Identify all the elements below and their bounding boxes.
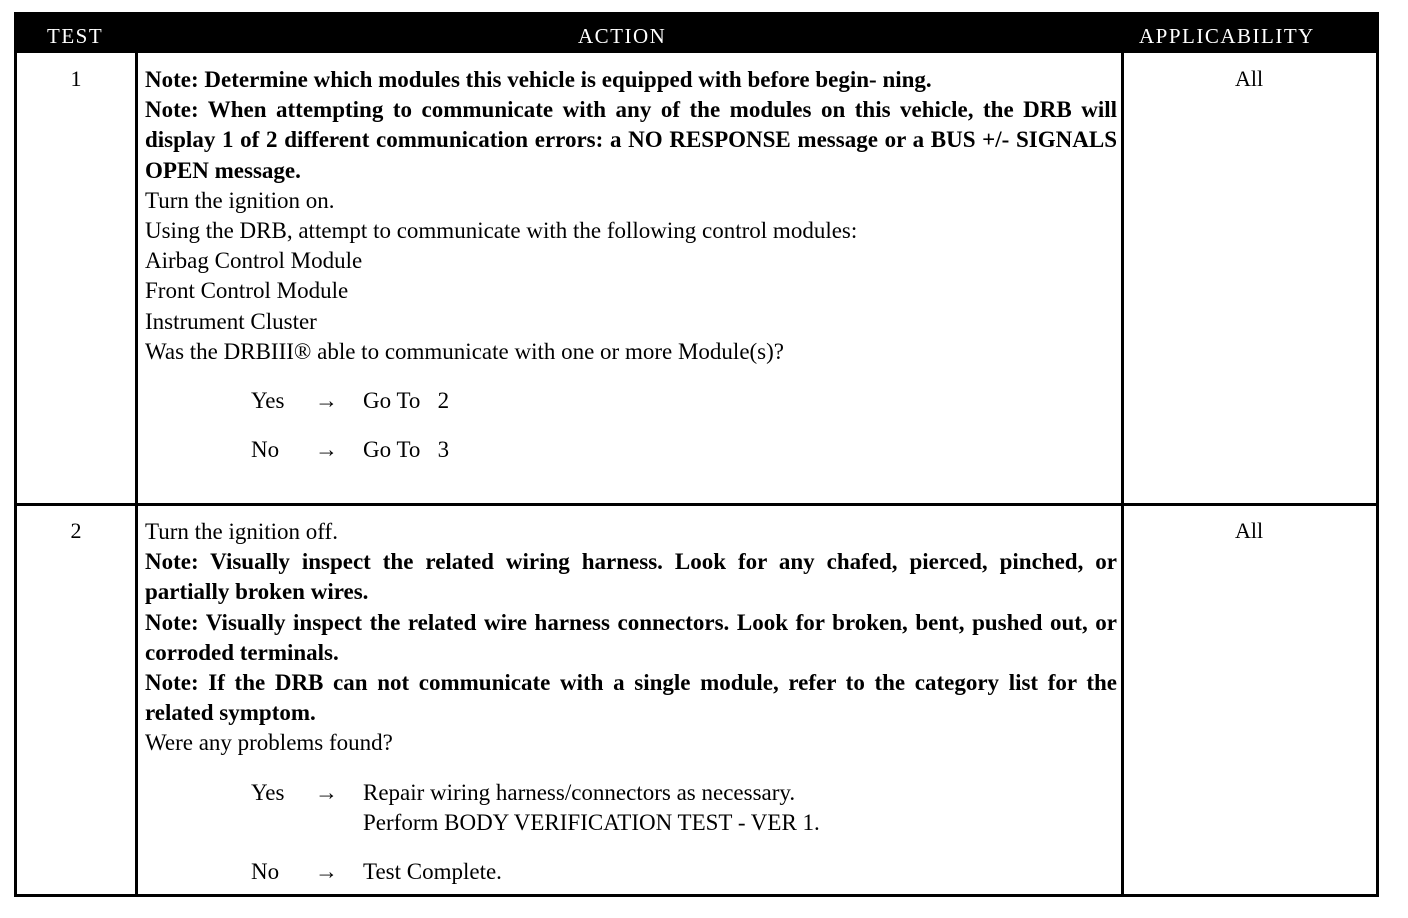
result-text: Test Complete. xyxy=(363,858,502,884)
note-text: Note: If the DRB can not communicate with a single module, refer to the category list for the related symptom. xyxy=(145,670,1117,726)
note-text: Note: Visually inspect the related wiring harness. Look for any chafed, pierced, pinched, or partially broken wires. xyxy=(145,549,1117,605)
note-text: Note: Visually inspect the related wire harness connectors. Look for broken, bent, pushed out, or corroded terminals. xyxy=(145,609,1117,665)
test-number: 1 xyxy=(70,66,82,91)
instruction-text: Turn the ignition on. xyxy=(145,187,335,213)
result-text: Go To 2 xyxy=(363,388,450,414)
arrow-icon: → xyxy=(315,858,338,884)
module-item: Airbag Control Module xyxy=(145,248,363,274)
response-no xyxy=(145,857,1117,887)
action-cell xyxy=(145,517,1117,887)
question-text: Were any problems found? xyxy=(145,730,393,756)
column-divider xyxy=(1121,53,1124,897)
arrow-icon: → xyxy=(315,437,338,463)
applicability-value: All xyxy=(1234,66,1264,91)
header-test: TEST xyxy=(47,24,104,48)
response-yes xyxy=(145,778,1117,838)
answer-label: Yes xyxy=(251,388,285,414)
instruction-text: Using the DRB, attempt to communicate with the following control modules: xyxy=(145,218,858,244)
header-applicability: APPLICABILITY xyxy=(1139,24,1315,48)
response-no xyxy=(145,435,1117,465)
result-text-line2: Perform BODY VERIFICATION TEST - VER 1. xyxy=(363,809,820,835)
note-text: Note: When attempting to communicate with any of the modules on this vehicle, the DRB will display 1 of 2 different communication errors: a NO RESPONSE message or a BUS +/- SIGNALS OPEN message. xyxy=(145,97,1117,183)
column-divider xyxy=(135,53,138,897)
response-yes xyxy=(145,386,1117,416)
diagnostic-table xyxy=(14,12,1379,897)
answer-label: No xyxy=(251,858,280,884)
result-text: Go To 3 xyxy=(363,437,450,463)
question-text: Was the DRBIII® able to communicate with one or more Module(s)? xyxy=(145,338,785,364)
answer-label: No xyxy=(251,437,280,463)
arrow-icon: → xyxy=(315,779,338,805)
module-item: Front Control Module xyxy=(145,278,349,304)
module-item: Instrument Cluster xyxy=(145,308,317,334)
answer-label: Yes xyxy=(251,779,285,805)
row-divider xyxy=(17,503,1376,506)
table-header xyxy=(17,15,1376,53)
applicability-value: All xyxy=(1234,518,1264,543)
instruction-text: Turn the ignition off. xyxy=(145,519,338,544)
result-text: Repair wiring harness/connectors as necessary. xyxy=(363,779,796,805)
header-action: ACTION xyxy=(578,24,667,48)
action-cell xyxy=(145,65,1117,465)
note-text: Note: Determine which modules this vehicle is equipped with before begin- ning. xyxy=(145,67,932,92)
test-number: 2 xyxy=(70,518,82,543)
arrow-icon: → xyxy=(315,388,338,414)
